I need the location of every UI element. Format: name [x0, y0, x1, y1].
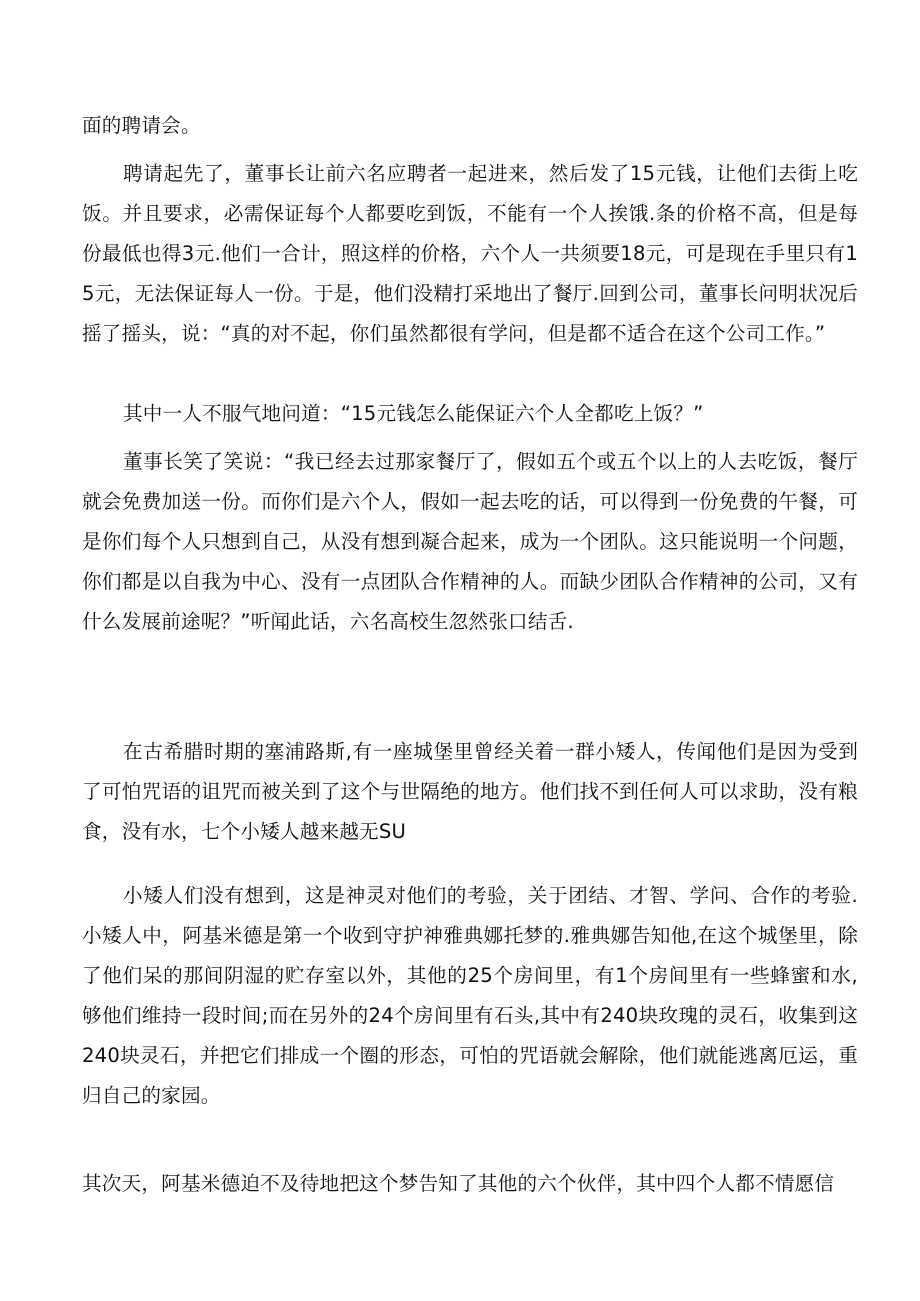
paragraph-interview-task: 聘请起先了，董事长让前六名应聘者一起进来，然后发了15元钱，让他们去街上吃饭。并且要求，必需保证每个人都要吃到饭，不能有一个人挨饿.条的价格不高，但是每份最低也得3元.他们一合计，照这样的价格，六个人一共须要18元，可是现在手里只有15元，无法保证每人一份。于是，他们没精打采地出了餐厅.回到公司，董事长问明状况后摇了摇头，说：“真的对不起，你们虽然都很有学问，但是都不适合在这个公司工作。” — [82, 162, 858, 345]
paragraph-dwarves-story: 在古希腊时期的塞浦路斯,有一座城堡里曾经关着一群小矮人，传闻他们是因为受到了可怕咒语的诅咒而被关到了这个与世隔绝的地方。他们找不到任何人可以求助，没有粮食，没有水，七个小矮人越来越无SU — [82, 740, 858, 843]
paragraph-chairman-answer: 董事长笑了笑说：“我已经去过那家餐厅了，假如五个或五个以上的人去吃饭，餐厅就会免费加送一份。而你们是六个人，假如一起去吃的话，可以得到一份免费的午餐，可是你们每个人只想到自己，从没有想到凝合起来，成为一个团队。这只能说明一个问题，你们都是以自我为中心、没有一点团队合作精神的人。而缺少团队合作精神的公司，又有什么发展前途呢？”听闻此话，六名高校生忽然张口结舌. — [82, 450, 858, 633]
paragraph-question: 其中一人不服气地问道：“15元钱怎么能保证六个人全都吃上饭？” — [123, 402, 704, 425]
paragraph-dream: 小矮人们没有想到，这是神灵对他们的考验，关于团结、才智、学问、合作的考验.小矮人中，阿基米德是第一个收到守护神雅典娜托梦的.雅典娜告知他,在这个城堡里，除了他们呆的那间阴湿的贮存室以外，其他的25个房间里，有1个房间里有一些蜂蜜和水,够他们维持一段时间;而在另外的24个房间里有石头,其中有240块玫瑰的灵石，收集到这240块灵石，并把它们排成一个圈的形态，可怕的咒语就会解除，他们就能逃离厄运，重归自己的家园。 — [82, 884, 858, 1107]
paragraph-continuation: 面的聘请会。 — [82, 114, 201, 137]
paragraph-next-day: 其次天，阿基米德迫不及待地把这个梦告知了其他的六个伙伴，其中四个人都不情愿信 — [82, 1172, 835, 1195]
